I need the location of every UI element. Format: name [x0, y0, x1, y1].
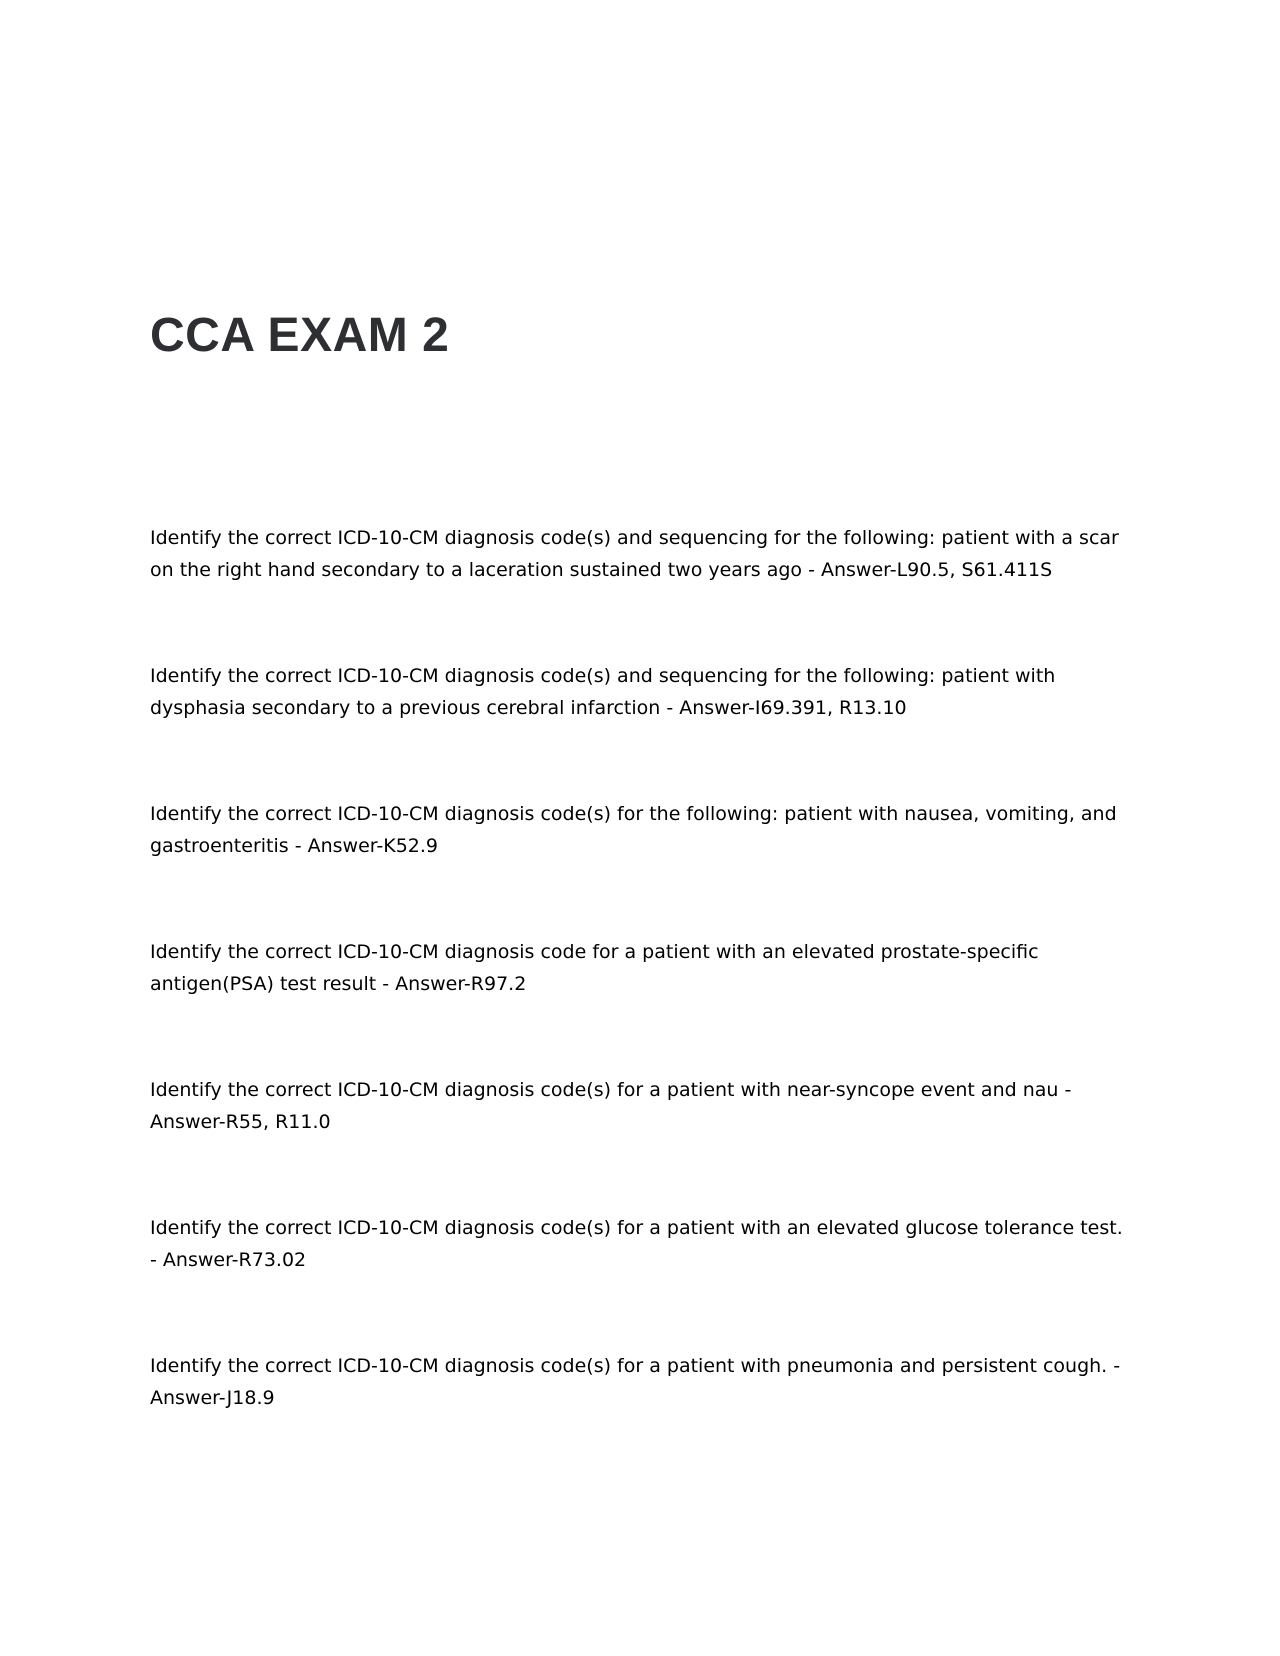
question-answer-list: [150, 522, 1130, 1488]
qa-item: [150, 660, 1130, 724]
answer-text: Answer-R97.2: [395, 973, 527, 995]
question-text: Identify the correct ICD-10-CM diagnosis code(s) for a patient with an elevated glucose tolerance test.: [150, 1217, 1123, 1239]
answer-text: Answer-L90.5, S61.411S: [820, 559, 1053, 581]
question-text: Identify the correct ICD-10-CM diagnosis code(s) and sequencing for the following: patient with dysphasia secondary to a previous cerebral infarction: [150, 665, 1056, 719]
qa-item: [150, 1350, 1130, 1414]
answer-text: Answer-I69.391, R13.10: [679, 697, 907, 719]
answer-separator: -: [150, 1249, 163, 1271]
answer-separator: -: [1107, 1355, 1121, 1377]
question-text: Identify the correct ICD-10-CM diagnosis code(s) for a patient with pneumonia and persistent cough.: [150, 1355, 1108, 1377]
answer-text: Answer-R73.02: [162, 1249, 307, 1271]
qa-item: [150, 936, 1130, 1000]
qa-item: [150, 798, 1130, 862]
qa-item: [150, 1074, 1130, 1138]
question-text: Identify the correct ICD-10-CM diagnosis code for a patient with an elevated prostate-specific antigen(PSA) test result: [150, 941, 1039, 995]
answer-separator: -: [288, 835, 308, 857]
question-text: Identify the correct ICD-10-CM diagnosis code(s) and sequencing for the following: patient with a scar on the right hand secondary to a laceration sustained two years ago: [150, 527, 1119, 581]
answer-separator: -: [1058, 1079, 1072, 1101]
question-text: Identify the correct ICD-10-CM diagnosis code(s) for a patient with near-syncope event and nau: [150, 1079, 1059, 1101]
answer-separator: -: [660, 697, 680, 719]
page-title: CCA EXAM 2: [150, 309, 450, 362]
answer-separator: -: [802, 559, 821, 581]
answer-text: Answer-R55, R11.0: [150, 1111, 331, 1133]
qa-item: [150, 1212, 1130, 1276]
answer-separator: -: [376, 973, 396, 995]
answer-text: Answer-K52.9: [307, 835, 438, 857]
qa-item: [150, 522, 1130, 586]
question-text: Identify the correct ICD-10-CM diagnosis code(s) for the following: patient with nausea, vomiting, and gastroenteritis: [150, 803, 1117, 857]
answer-text: Answer-J18.9: [150, 1387, 275, 1409]
